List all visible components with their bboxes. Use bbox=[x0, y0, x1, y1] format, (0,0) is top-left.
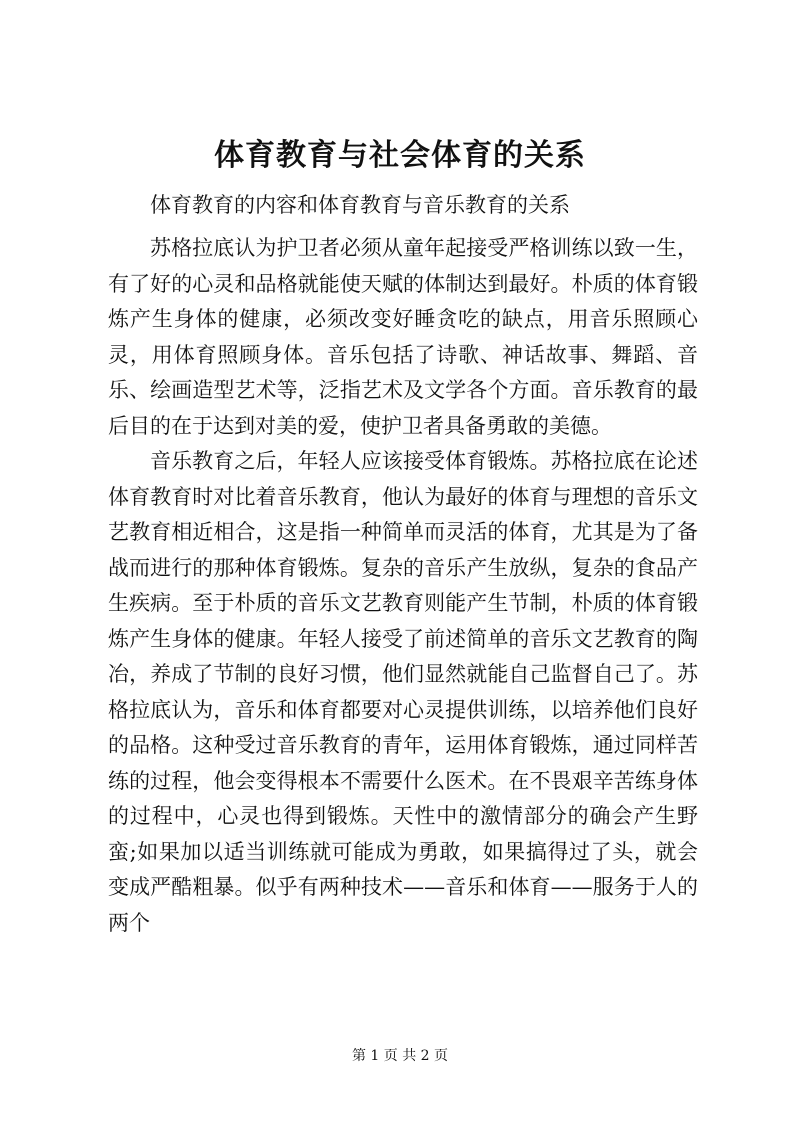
document-title: 体育教育与社会体育的关系 bbox=[214, 138, 586, 173]
document-body bbox=[108, 231, 698, 941]
body-paragraph: 苏格拉底认为护卫者必须从童年起接受严格训练以致一生，有了好的心灵和品格就能使天赋的体制达到最好。朴质的体育锻炼产生身体的健康，必须改变好睡贪吃的缺点，用音乐照顾心灵，用体育照顾身体。音乐包括了诗歌、神话故事、舞蹈、音乐、绘画造型艺术等，泛指艺术及文学各个方面。音乐教育的最后目的在于达到对美的爱，使护卫者具备勇敢的美德。 bbox=[108, 236, 698, 438]
page-number-footer: 第 1 页 共 2 页 bbox=[351, 1048, 449, 1064]
body-paragraph: 音乐教育之后，年轻人应该接受体育锻炼。苏格拉底在论述体育教育时对比着音乐教育，他认为最好的体育与理想的音乐文艺教育相近相合，这是指一种简单而灵活的体育，尤其是为了备战而进行的那种体育锻炼。复杂的音乐产生放纵，复杂的食品产生疾病。至于朴质的音乐文艺教育则能产生节制，朴质的体育锻炼产生身体的健康。年轻人接受了前述简单的音乐文艺教育的陶冶，养成了节制的良好习惯，他们显然就能自己监督自己了。苏格拉底认为，音乐和体育都要对心灵提供训练，以培养他们良好的品格。这种受过音乐教育的青年，运用体育锻炼，通过同样苦练的过程，他会变得根本不需要什么医术。在不畏艰辛苦练身体的过程中，心灵也得到锻炼。天性中的激情部分的确会产生野蛮;如果加以适当训练就可能成为勇敢，如果搞得过了头，就会变成严酷粗暴。似乎有两种技术——音乐和体育——服务于人的两个 bbox=[108, 449, 698, 935]
document-subtitle: 体育教育的内容和体育教育与音乐教育的关系 bbox=[150, 193, 570, 217]
